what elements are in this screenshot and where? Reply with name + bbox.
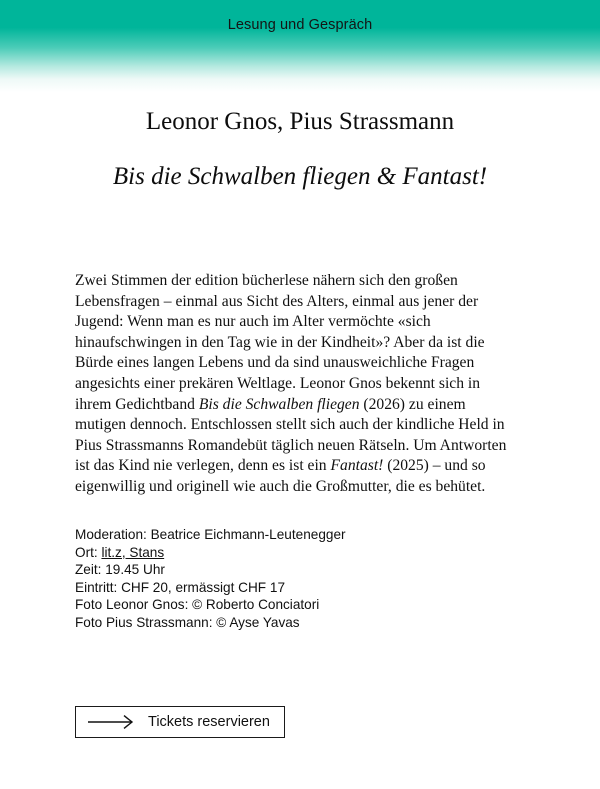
- detail-price-label: Eintritt:: [75, 579, 122, 595]
- description-part-2: (2026) zu einem mutigen dennoch. Entschlossen stellt sich auch der kindliche Held in Pius Strassmanns Romandebüt täglich neuen Rätseln. Um Antworten ist das Kind nie verlegen, denn es ist ein: [75, 395, 507, 475]
- page-title: Leonor Gnos, Pius Strassmann: [145, 108, 455, 135]
- description-part-1: Zwei Stimmen der edition bücherlese nähern sich den großen Lebensfragen – einmal aus Sicht des Alters, einmal aus jener der Jugend: Wenn man es nur auch im Alter vermöchte «sich hinaufschwingen in den Tag wie in der Kindheit»? Aber da ist die Bürde eines langen Lebens und da sind unausweichliche Fragen angesichts einer prekären Weltlage. Leonor Gnos bekennt sich in ihrem Gedichtband: [75, 272, 485, 413]
- detail-price: [75, 579, 535, 597]
- detail-photo-credit-1-value: © Roberto Conciatori: [192, 597, 320, 613]
- venue-link[interactable]: lit.z, Stans: [101, 544, 165, 560]
- reserve-tickets-button[interactable]: [75, 706, 285, 738]
- detail-time-label: Zeit:: [75, 562, 106, 578]
- detail-time: [75, 561, 535, 579]
- event-category-kicker: Lesung und Gespräch: [227, 17, 373, 33]
- detail-photo-credit-2-label: Foto Pius Strassmann:: [75, 614, 217, 630]
- detail-moderation-label: Moderation:: [75, 527, 151, 542]
- title-block: [40, 106, 560, 193]
- detail-photo-credit-2: [75, 614, 535, 632]
- description-block: [75, 271, 512, 498]
- detail-photo-credit-1-label: Foto Leonor Gnos:: [75, 597, 193, 613]
- header-banner: [0, 0, 600, 92]
- detail-location-label: Ort:: [75, 544, 102, 560]
- arrow-right-icon: [88, 715, 134, 729]
- book-title-schwalben: Bis die Schwalben fliegen: [198, 395, 360, 413]
- description-part-3: (2025) – und so eigenwillig und originell wie auch die Großmutter, die es behütet.: [75, 457, 486, 495]
- detail-time-value: 19.45 Uhr: [105, 562, 165, 578]
- event-details-block: [75, 526, 535, 632]
- detail-price-value: CHF 20, ermässigt CHF 17: [121, 579, 285, 595]
- event-subtitle: Bis die Schwalben fliegen & Fantast!: [112, 163, 488, 190]
- detail-photo-credit-2-value: © Ayse Yavas: [216, 614, 300, 630]
- book-title-fantast: Fantast!: [330, 457, 384, 475]
- detail-moderation: [75, 526, 535, 544]
- detail-moderation-value: Beatrice Eichmann-Leutenegger: [150, 527, 346, 542]
- detail-photo-credit-1: [75, 596, 535, 614]
- reserve-tickets-label: Tickets reservieren: [148, 714, 270, 730]
- description-paragraph: [75, 271, 512, 498]
- detail-location: [75, 544, 535, 562]
